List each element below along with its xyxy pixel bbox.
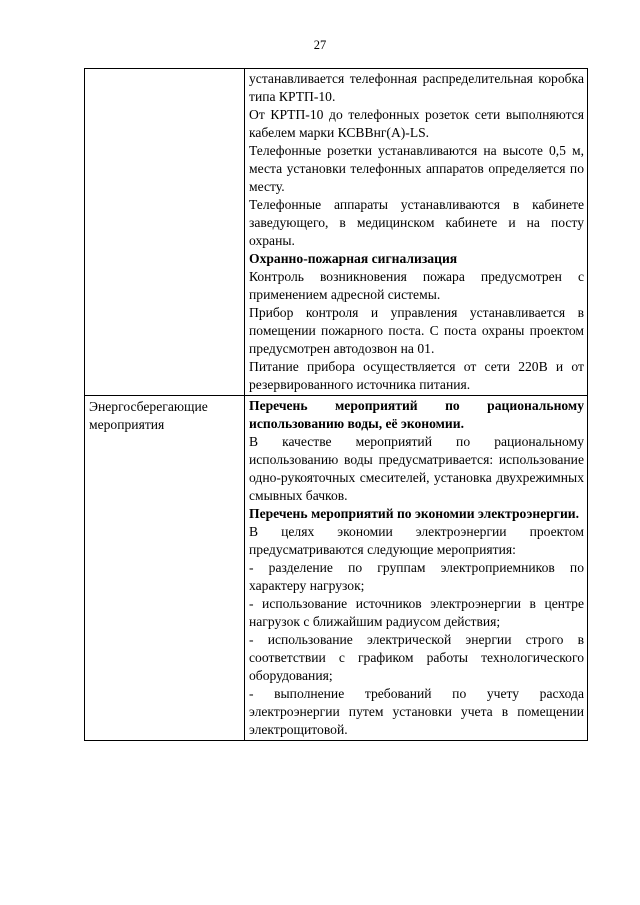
- paragraph: Контроль возникновения пожара предусмотрен с применением адресной системы.: [249, 269, 584, 302]
- list-item: - разделение по группам электроприемников по характеру нагрузок;: [249, 560, 584, 593]
- list-item: - выполнение требований по учету расхода электроэнергии путем установки учета в помещении электрощитовой.: [249, 686, 584, 737]
- document-table: [84, 68, 588, 741]
- paragraph: В качестве мероприятий по рациональному использованию воды предусматривается: использование одно-рукояточных смесителей, установка двухрежимных смывных бачков.: [249, 434, 584, 503]
- table-row: [85, 396, 588, 741]
- paragraph: Телефонные аппараты устанавливаются в кабинете заведующего, в медицинском кабинете и на посту охраны.: [249, 197, 584, 248]
- paragraph: Телефонные розетки устанавливаются на высоте 0,5 м, места установки телефонных аппаратов определяется по месту.: [249, 143, 584, 194]
- table-cell-content: [245, 396, 588, 741]
- paragraph: В целях экономии электроэнергии проектом предусматриваются следующие мероприятия:: [249, 524, 584, 557]
- page-number: 27: [313, 38, 327, 52]
- section-heading: Перечень мероприятий по рациональному использованию воды, её экономии.: [249, 398, 584, 431]
- paragraph: Прибор контроля и управления устанавливается в помещении пожарного поста. С поста охраны проектом предусмотрен автодозвон на 01.: [249, 305, 584, 356]
- section-heading: Охранно-пожарная сигнализация: [249, 251, 458, 266]
- table-row: [85, 69, 588, 396]
- paragraph: устанавливается телефонная распределительная коробка типа КРТП-10.: [249, 71, 584, 104]
- paragraph: Питание прибора осуществляется от сети 220В и от резервированного источника питания.: [249, 359, 584, 392]
- table-cell-content: [245, 69, 588, 396]
- list-item: - использование источников электроэнергии в центре нагрузок с ближайшим радиусом действия;: [249, 596, 584, 629]
- section-heading: Перечень мероприятий по экономии электроэнергии.: [249, 506, 580, 521]
- list-item: - использование электрической энергии строго в соответствии с графиком работы технологического оборудования;: [249, 632, 584, 683]
- table-cell-label: [85, 69, 245, 396]
- table-cell-label: Энергосберегающие мероприятия: [85, 396, 245, 741]
- paragraph: От КРТП-10 до телефонных розеток сети выполняются кабелем марки КСВВнг(А)-LS.: [249, 107, 584, 140]
